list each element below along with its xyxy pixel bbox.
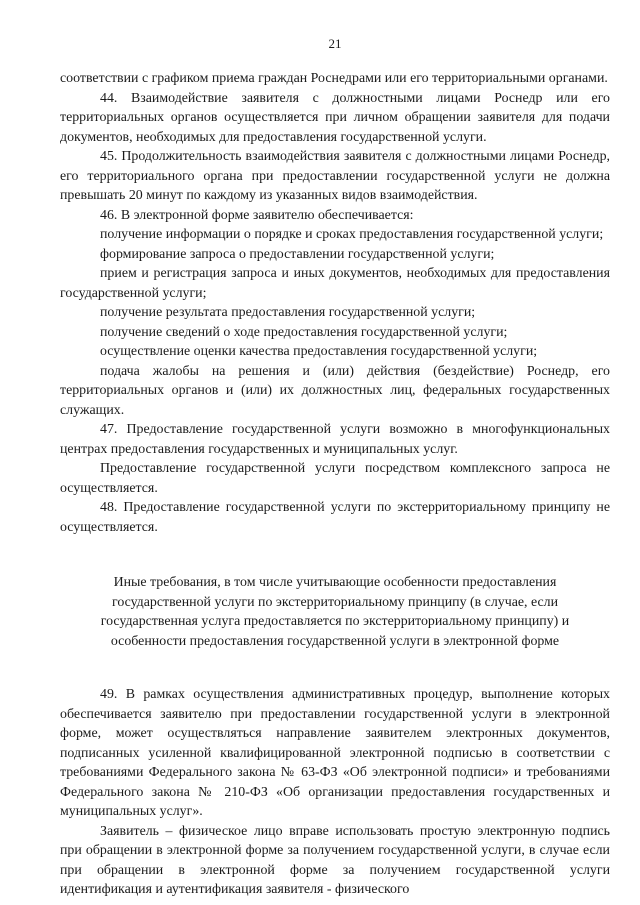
list-item: подача жалобы на решения и (или) действия (бездействие) Роснедр, его территориальных органов и (или) их должностных лиц, федеральных государственных служащих. bbox=[60, 363, 610, 418]
section-heading bbox=[60, 573, 610, 651]
paragraph-48: 48. Предоставление государственной услуги по экстерриториальному принципу не осуществляется. bbox=[60, 500, 610, 535]
page-number: 21 bbox=[328, 36, 342, 51]
heading-line: государственной услуги по экстерриториальному принципу (в случае, если bbox=[111, 594, 559, 610]
paragraph-49: 49. В рамках осуществления административных процедур, выполнение которых обеспечивается заявителю при предоставлении государственной услуги в электронной форме, может осуществляться направление заявителем электронных документов, подписанных усиленной квалифицированной электронной подписью в соответствии с требованиями Федерального закона № 63-ФЗ «Об электронной подписи» и требованиями Федерального закона № 210-ФЗ «Об организации предоставления государственных и муниципальных услуг». bbox=[60, 687, 610, 819]
list-item: получение результата предоставления государственной услуги; bbox=[100, 305, 476, 320]
list-item: осуществление оценки качества предоставления государственной услуги; bbox=[100, 344, 538, 359]
heading-line: особенности предоставления государственной услуги в электронной форме bbox=[110, 633, 560, 649]
heading-line: государственная услуга предоставляется по экстерриториальному принципу) и bbox=[100, 614, 570, 629]
paragraph-45: 45. Продолжительность взаимодействия заявителя с должностными лицами Роснедр, его территориального органа при предоставлении государственной услуги не должна превышать 20 минут по каждому из указанных видов взаимодействия. bbox=[60, 149, 610, 203]
list-item: получение информации о порядке и сроках предоставления государственной услуги; bbox=[100, 227, 604, 242]
paragraph: соответствии с графиком приема граждан Роснедрами или его территориальными органами. bbox=[60, 71, 608, 86]
list-item: получение сведений о ходе предоставления государственной услуги; bbox=[100, 324, 508, 340]
list-item: прием и регистрация запроса и иных документов, необходимых для предоставления государственной услуги; bbox=[60, 266, 610, 301]
paragraph-44: 44. Взаимодействие заявителя с должностными лицами Роснедр или его территориальных органов осуществляется при личном обращении заявителя для подачи документов, необходимых для предоставления государственной услуги. bbox=[60, 90, 610, 145]
heading-line: Иные требования, в том числе учитывающие особенности предоставления bbox=[113, 575, 557, 590]
list-item: формирование запроса о предоставлении государственной услуги; bbox=[100, 246, 495, 262]
paragraph: Заявитель – физическое лицо вправе использовать простую электронную подпись при обращении в электронной форме за получением государственной услуги, в случае если при обращении в электронной форме за получением государственной услуги идентификация и аутентификация заявителя - физического bbox=[60, 823, 610, 897]
paragraph: Предоставление государственной услуги посредством комплексного запроса не осуществляется. bbox=[60, 461, 610, 496]
paragraph-47: 47. Предоставление государственной услуги возможно в многофункциональных центрах предоставления государственных и муниципальных услуг. bbox=[60, 422, 610, 457]
paragraph-46: 46. В электронной форме заявителю обеспечивается: bbox=[100, 207, 414, 223]
